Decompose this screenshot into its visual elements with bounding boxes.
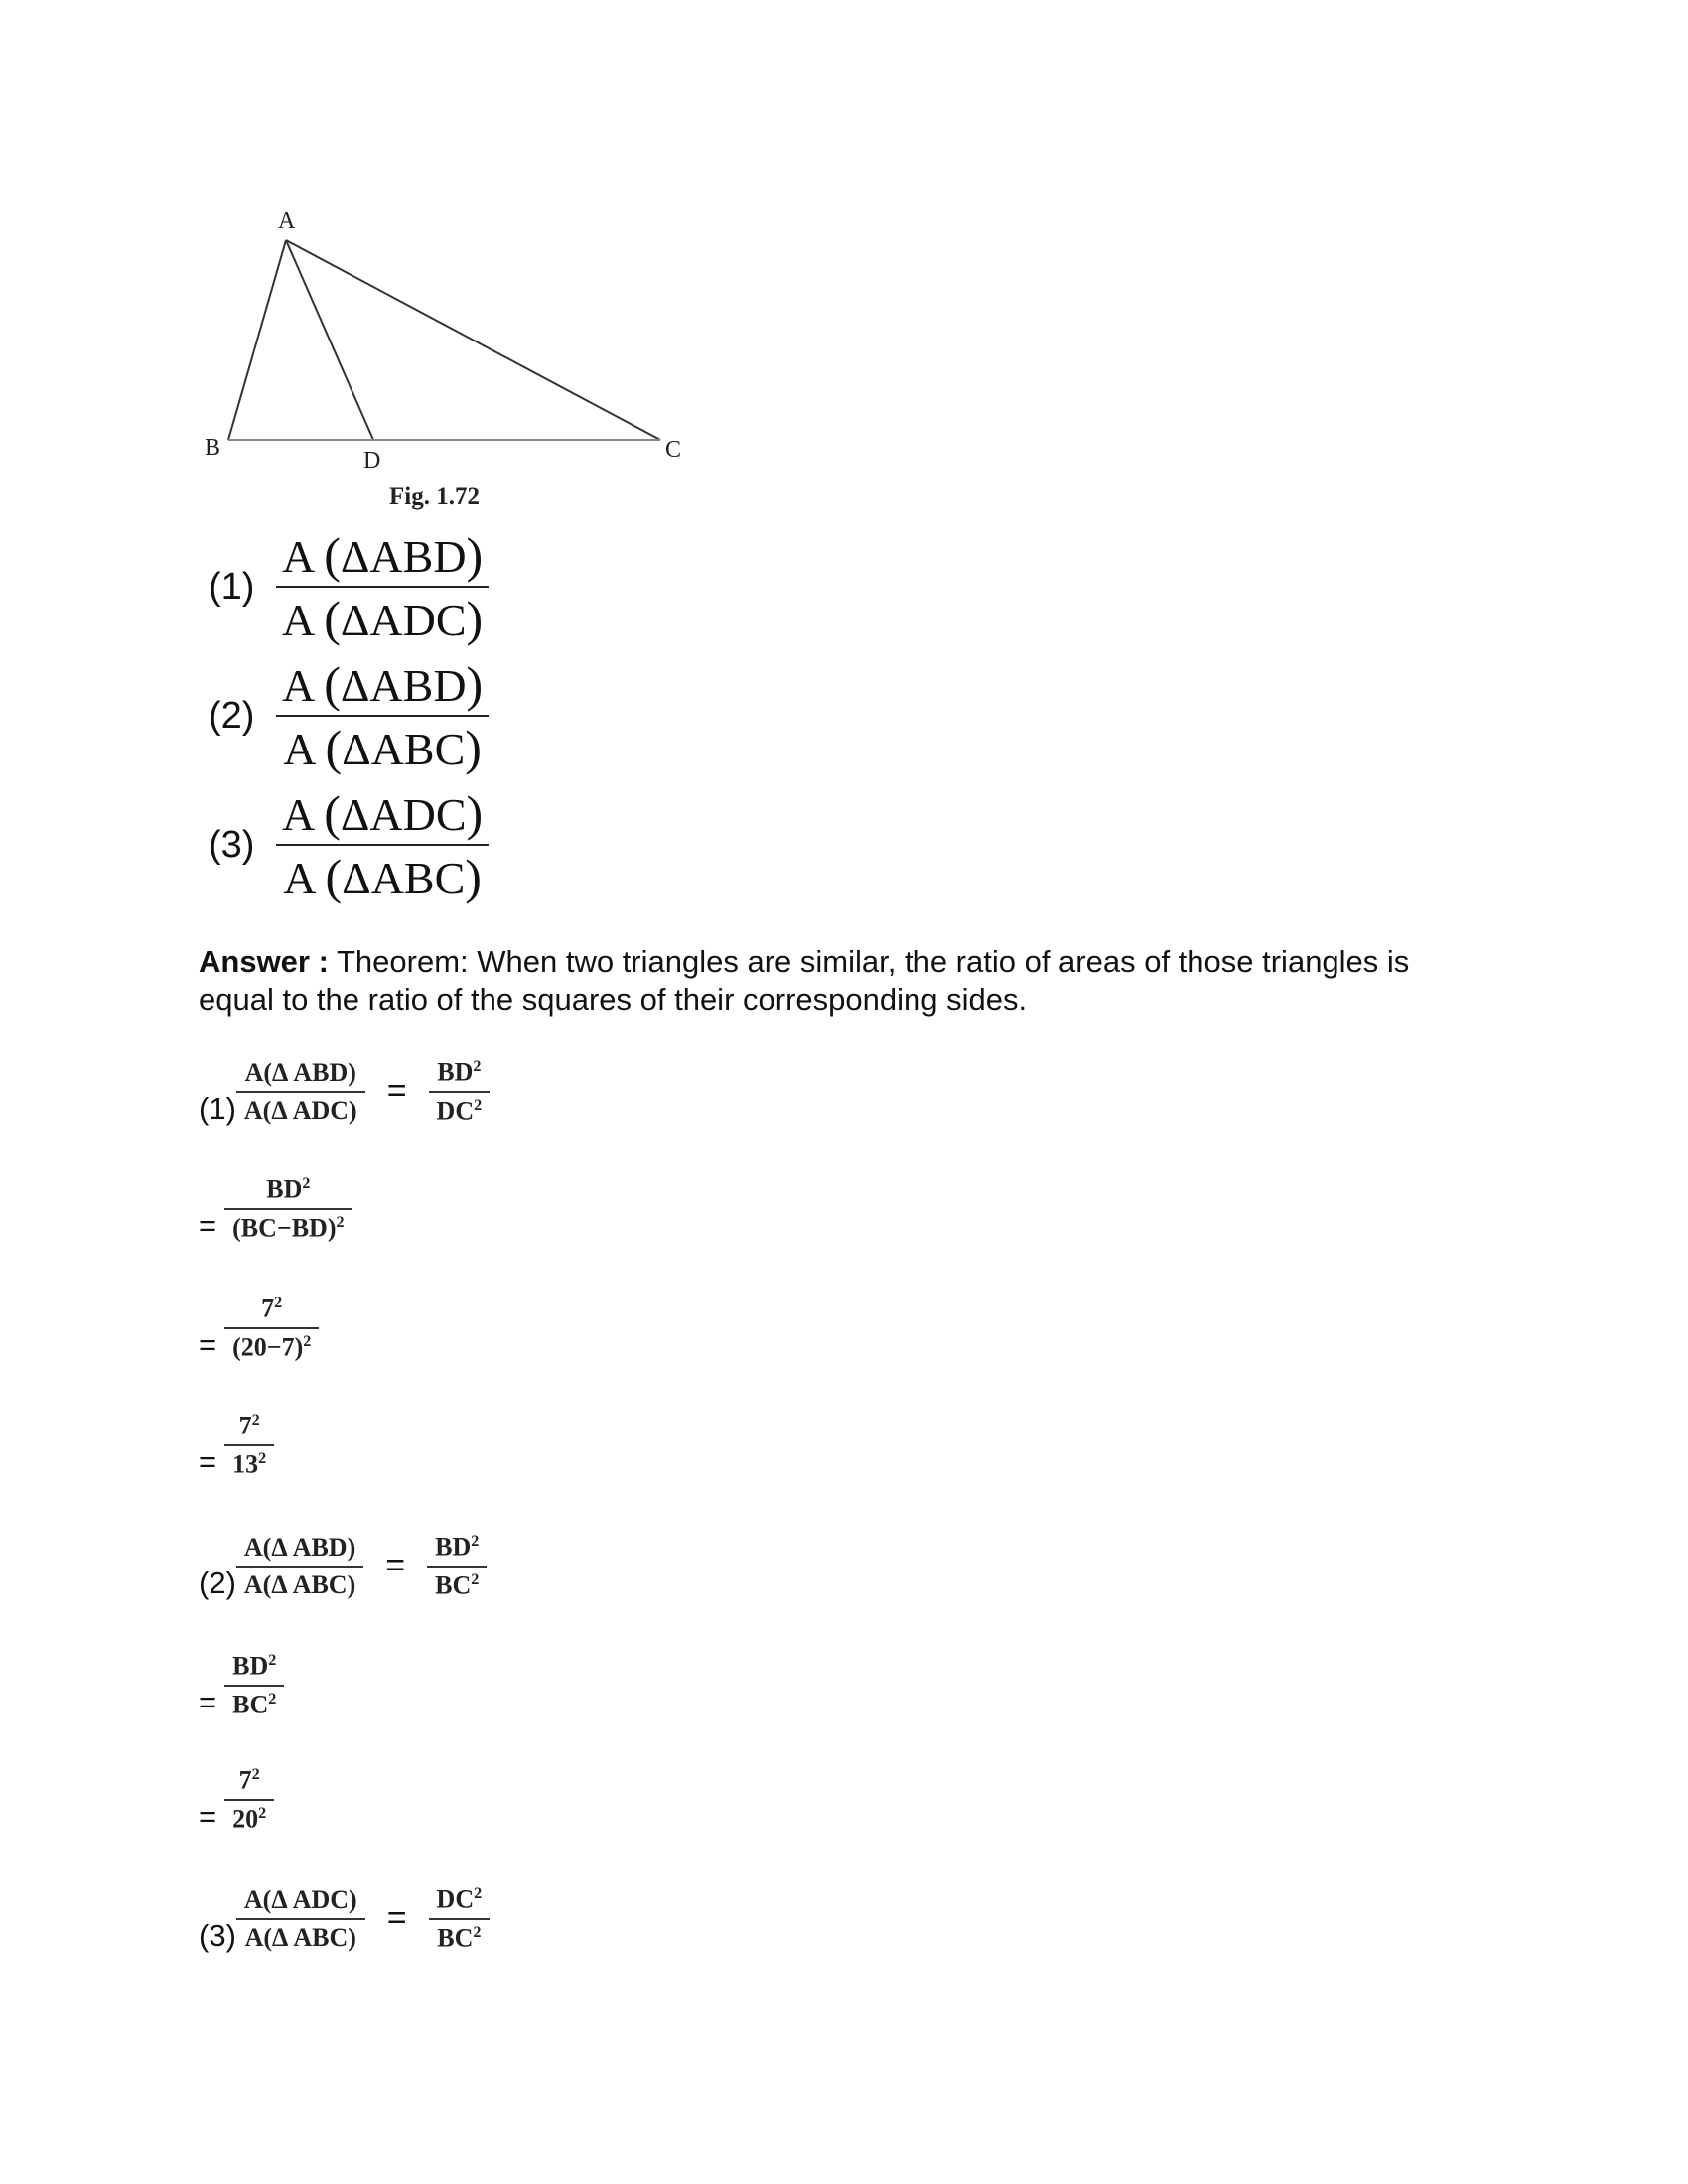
triangle-diagram [199,204,715,501]
rhs-fraction [429,1054,491,1129]
vertex-label-a: A [278,208,296,234]
fraction-numerator: $BD^2$ [266,1174,311,1204]
fraction-denominator: $20^2$ [232,1804,267,1834]
fraction-numerator: $BD^2$ [232,1651,277,1681]
area-ratio-fraction [276,653,489,778]
question-item-1 [209,524,489,649]
fraction-denominator: A(Δ ADC) [243,1096,357,1126]
triangle-figure [199,204,715,521]
area-ratio-fraction [276,782,489,907]
step-lead: = [199,1444,217,1480]
step-lead: = [199,1208,217,1244]
step-lead: (2) [199,1566,236,1601]
lhs-fraction [236,1055,365,1129]
fraction-numerator: $BD^2$ [437,1057,482,1087]
fraction-numerator: $7^2$ [238,1765,260,1795]
fraction-denominator: $13^2$ [232,1449,267,1479]
question-number: (1) [209,565,255,608]
step-fraction [224,1648,284,1722]
side-ac [286,240,660,440]
fraction-numerator: A (ΔADC) [282,785,484,841]
fraction-numerator: $7^2$ [261,1294,283,1323]
solution-step-3 [199,1291,319,1365]
equals-sign: = [385,1547,406,1585]
fraction-denominator: A(Δ ABC) [243,1570,356,1600]
solution-step-5 [199,1529,487,1603]
vertex-label-b: B [205,435,221,461]
fraction-denominator: A (ΔABC) [283,720,482,775]
fraction-numerator: A(Δ ABD) [243,1533,356,1563]
solution-step-1 [199,1054,490,1129]
equals-sign: = [386,1899,407,1938]
fraction-denominator: $BC^2$ [437,1923,482,1953]
question-number: (3) [209,823,255,866]
fraction-denominator: $(20-7)^2$ [232,1332,312,1362]
question-item-3 [209,782,489,907]
fraction-numerator: $BD^2$ [435,1532,480,1562]
fraction-denominator: $BC^2$ [232,1690,277,1719]
question-number: (2) [209,694,255,737]
solution-step-4 [199,1408,274,1482]
step-fraction [224,1291,319,1365]
fraction-numerator: A(Δ ABD) [244,1058,356,1088]
solution-step-2 [199,1171,352,1246]
step-lead: (1) [199,1091,236,1127]
fraction-denominator: $(BC-BD)^2$ [232,1213,345,1243]
rhs-fraction [429,1881,491,1956]
rhs-fraction [427,1529,487,1603]
fraction-denominator: A (ΔADC) [282,591,484,646]
solution-step-7 [199,1762,274,1837]
fraction-numerator: $DC^2$ [436,1884,483,1914]
vertex-label-c: C [665,437,682,463]
solution-step-6 [199,1648,284,1722]
answer-text: Theorem: When two triangles are similar, the ratio of areas of those triangles is equal to the ratio of the squares of their corresponding sides. [199,944,1410,1017]
step-lead: (3) [199,1918,236,1954]
question-item-2 [209,653,489,778]
step-fraction [224,1762,274,1837]
step-fraction [224,1171,352,1246]
step-lead: = [199,1799,217,1835]
step-lead: = [199,1327,217,1363]
fraction-numerator: A (ΔABD) [282,527,484,583]
fraction-denominator: $BC^2$ [435,1570,480,1600]
fraction-denominator: A(Δ ABC) [244,1923,356,1953]
fraction-numerator: A (ΔABD) [282,656,484,712]
fraction-numerator: A(Δ ADC) [243,1885,357,1915]
fraction-denominator: $DC^2$ [436,1096,483,1126]
lhs-fraction [236,1882,365,1956]
side-ad [286,240,373,440]
vertex-label-d: D [363,448,381,474]
step-lead: = [199,1685,217,1720]
fraction-numerator: $7^2$ [238,1411,260,1440]
area-ratio-fraction [276,524,489,649]
answer-paragraph [199,943,1489,1019]
step-fraction [224,1408,274,1482]
answer-label: Answer : [199,944,329,979]
figure-caption: Fig. 1.72 [389,483,480,510]
equals-sign: = [386,1072,407,1111]
side-ab [228,240,286,440]
fraction-denominator: A (ΔABC) [283,849,482,904]
solution-step-8 [199,1881,490,1956]
lhs-fraction [236,1530,363,1603]
